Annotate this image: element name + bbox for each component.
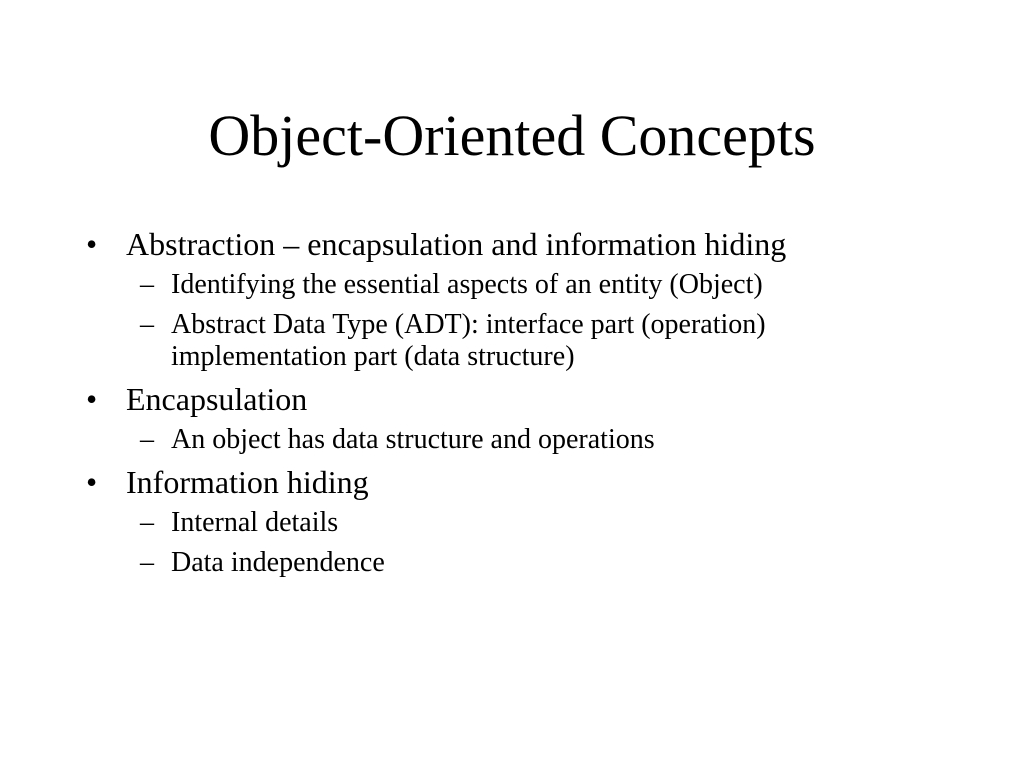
bullet-item-encapsulation: [86, 381, 946, 456]
bullet-list: [86, 222, 946, 587]
dash-icon: –: [140, 309, 154, 340]
bullet-text: Abstraction – encapsulation and information hiding: [126, 226, 787, 262]
sub-bullet-list: [126, 507, 946, 579]
sub-bullet-text: Data independence: [171, 547, 385, 578]
sub-bullet-item: [126, 507, 946, 539]
bullet-icon: •: [86, 381, 98, 417]
sub-bullet-item: [126, 269, 946, 301]
bullet-text: Information hiding: [126, 464, 369, 500]
sub-bullet-text: Abstract Data Type (ADT): interface part (operation) implementation part (data structure): [171, 309, 766, 372]
sub-bullet-list: [126, 269, 946, 373]
sub-bullet-text: Identifying the essential aspects of an entity (Object): [171, 269, 763, 300]
dash-icon: –: [140, 269, 154, 300]
bullet-icon: •: [86, 464, 98, 500]
sub-bullet-item: [126, 547, 946, 579]
sub-bullet-list: [126, 424, 946, 456]
bullet-text: Encapsulation: [126, 381, 308, 417]
bullet-icon: •: [86, 226, 98, 262]
bullet-item-abstraction: [86, 226, 946, 373]
dash-icon: –: [140, 507, 154, 538]
dash-icon: –: [140, 547, 154, 578]
sub-bullet-text: An object has data structure and operations: [171, 424, 655, 455]
sub-bullet-item: [126, 424, 946, 456]
bullet-item-information-hiding: [86, 464, 946, 579]
sub-bullet-item: [126, 309, 946, 373]
slide-title: Object-Oriented Concepts: [208, 103, 816, 168]
dash-icon: –: [140, 424, 154, 455]
sub-bullet-text: Internal details: [171, 507, 339, 538]
